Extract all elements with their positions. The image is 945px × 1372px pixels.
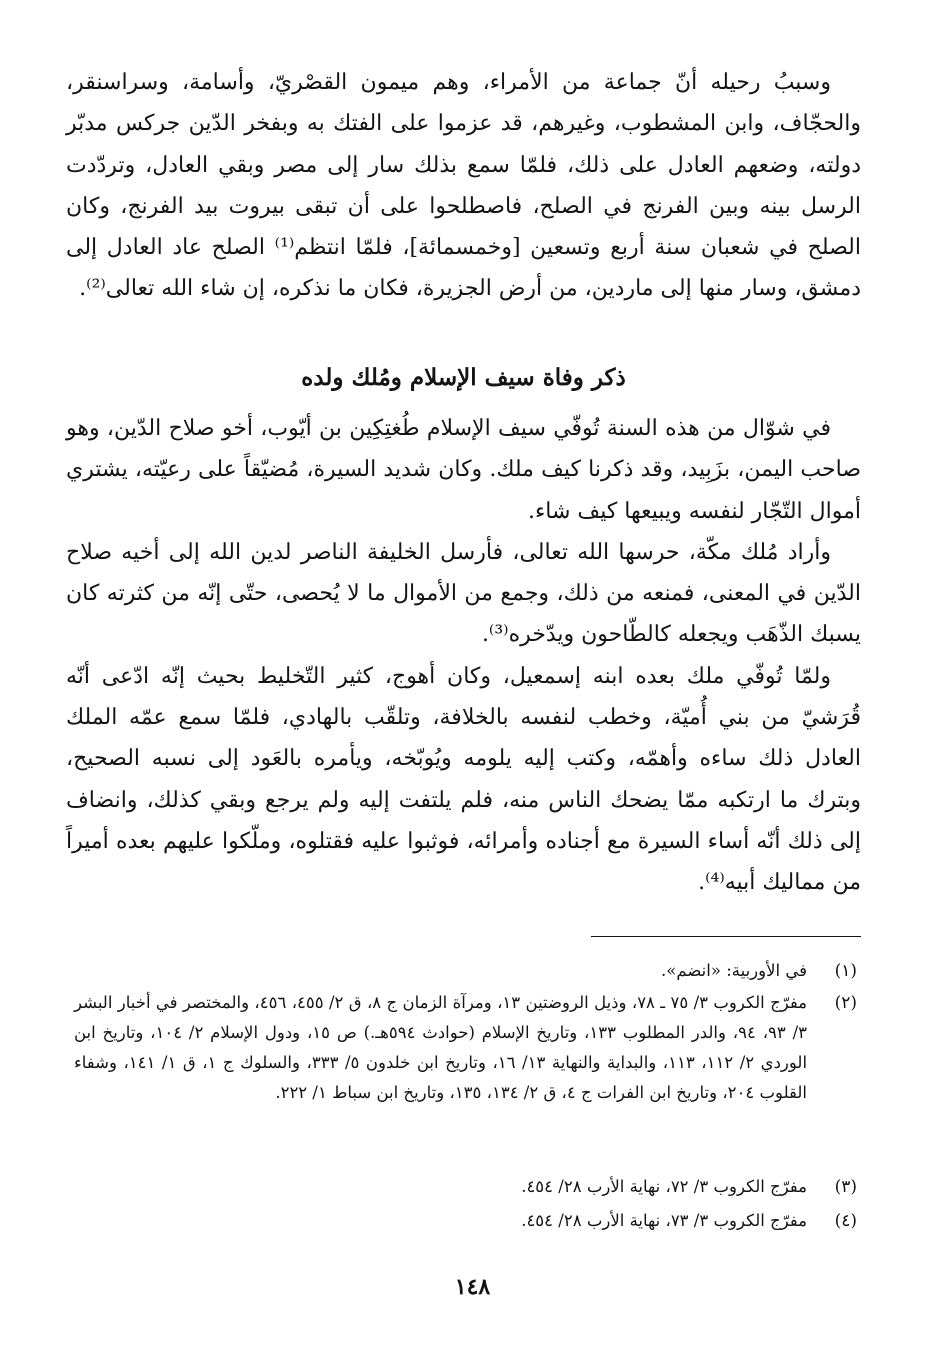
footnote-4 [74, 1206, 857, 1240]
footnote-number: (٤) [834, 1211, 857, 1231]
footnote-number: (٢) [834, 993, 857, 1013]
footnote-text: مفرّج الكروب ٣/ ٧٢، نهاية الأرب ٢٨/ ٤٥٤. [521, 1177, 807, 1196]
footnote-number: (٣) [834, 1177, 857, 1197]
section [66, 354, 861, 402]
page-number: ١٤٨ [454, 1274, 491, 1300]
paragraph-death: في شوّال من هذه السنة تُوفّي سيف الإسلام طُغتِكِين بن أيّوب، أخو صلاح الدّين، وهو صاحب اليمن، بزَبِيد، وقد ذكرنا كيف ملك. وكان شديد السيرة، مُضيّقاً على رعيّته، يشتري أموال التّجّار لنفسه ويبيعها كيف شاء. [66, 416, 861, 524]
footnote-text: مفرّج الكروب ٣/ ٧٥ ـ ٧٨، وذيل الروضتين ١٣، ومرآة الزمان ج ٨، ق ٢/ ٤٥٥، ٤٥٦، والمختصر في أخبار البشر ٣/ ٩٣، ٩٤، والدر المطلوب ١٣٣، وتاريخ الإسلام (حوادث ٥٩٤هـ.) ص ١٥، ودول الإسلام ٢/ ١٠٤، وتاريخ ابن الوردي ٢/ ١١٢، ١١٣، والبداية والنهاية ١٣/ ١٦، وتاريخ ابن خلدون ٥/ ٣٣٣، والسلوك ج ١، ق ١/ ١٤١، وشفاء القلوب ٢٠٤، وتاريخ ابن الفرات ج ٤، ق ٢/ ١٣٤، ١٣٥، وتاريخ ابن سباط ١/ ٢٢٢. [74, 993, 808, 1102]
footnote-number: (١) [834, 961, 857, 981]
footnote-3 [74, 1172, 857, 1206]
footnote-text: مفرّج الكروب ٣/ ٧٣، نهاية الأرب ٢٨/ ٤٥٤. [521, 1211, 807, 1230]
paragraph-mecca: وأراد مُلك مكّة، حرسها الله تعالى، فأرسل الخليفة الناصر لدين الله إلى أخيه صلاح الدّين في المعنى، فمنعه من ذلك، وجمع من الأموال ما لا يُحصى، حتّى إنّه من كثرته كان يسبك الذّهَب ويجعله كالطّاحون ويدّخره⁽³⁾. [66, 539, 861, 648]
footnote-text: في الأوربية: «انضم». [661, 961, 807, 980]
section-heading: ذكر وفاة سيف الإسلام ومُلك ولده [301, 364, 626, 391]
footnote-1 [74, 956, 857, 986]
footnote-separator [591, 936, 861, 937]
footnote-2 [74, 988, 857, 1168]
footnotes [74, 956, 857, 1240]
main-text-body [66, 408, 861, 904]
paragraph-departure: وسببُ رحيله أنّ جماعة من الأمراء، وهم ميمون القصْريّ، وأسامة، وسراسنقر، والحجّاف، وابن المشطوب، وغيرهم، قد عزموا على الفتك به وبفخر الدّين جركس مدبّر دولته، وضعهم العادل على ذلك، فلمّا سمع بذلك سار إلى مصر وبقي العادل، وتردّدت الرسل بينه وبين الفرنج في الصلح، فاصطلحوا على أن تبقى بيروت بيد الفرنج، وكان الصلح في شعبان سنة أربع وتسعين [وخمسمائة]، فلمّا انتظم⁽¹⁾ الصلح عاد العادل إلى دمشق، وسار منها إلى ماردين، من أرض الجزيرة، فكان ما نذكره، إن شاء الله تعالى⁽²⁾. [66, 70, 861, 302]
main-text-top [66, 62, 861, 310]
paragraph-ismail: ولمّا تُوفّي ملك بعده ابنه إسمعيل، وكان أهوج، كثير التّخليط بحيث إنّه ادّعى أنّه قُرَشيّ من بني أُميّة، وخطب لنفسه بالخلافة، وتلقّب بالهادي، فلمّا سمع عمّه الملك العادل ذلك ساءه وأهمّه، وكتب إليه يلومه ويُوبّخه، ويأمره بالعَود إلى نسبه الصحيح، وبترك ما ارتكبه ممّا يضحك الناس منه، فلم يلتفت إليه ولم يرجع وبقي كذلك، وانضاف إلى ذلك أنّه أساء السيرة مع أجناده وأمرائه، فوثبوا عليه فقتلوه، وملّكوا عليهم بعده أميراً من مماليك أبيه⁽⁴⁾. [66, 663, 861, 896]
